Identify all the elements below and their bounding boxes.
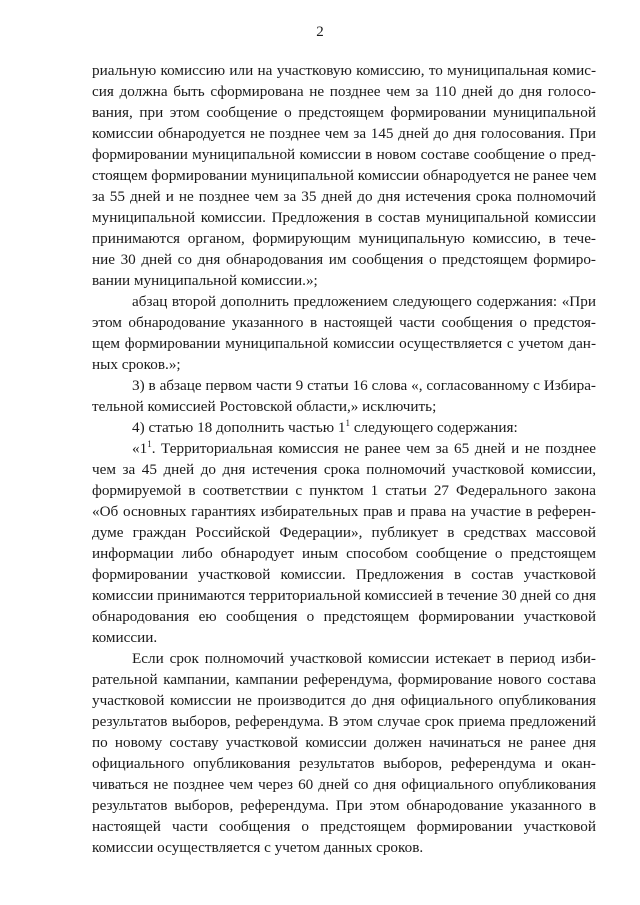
line-text: участковой комиссии не производится до дня официального опубликования [92,692,596,709]
text-line [92,417,596,438]
text-line [92,312,596,333]
line-text: сия должна быть сформирована не позднее чем за 110 дней до дня голосо- [92,83,596,100]
line-text: риальную комиссию или на участковую комиссию, то муниципальная комис- [92,62,596,79]
text-line [92,732,596,753]
text-line [92,753,596,774]
line-text: формировании муниципальной комиссии в новом составе сообщение о пред- [92,146,596,163]
text-line [92,606,596,627]
line-text: щем формировании муниципальной комиссии осуществляется с учетом дан- [92,335,596,352]
text-line [92,774,596,795]
line-text: результатов выборов, референдума. При этом обнародование указанного в [92,797,596,814]
text-line [92,270,596,291]
line-text: Если срок полномочий участковой комиссии истекает в период изби- [132,650,596,667]
text-line [92,60,596,81]
text-line [92,564,596,585]
text-line [92,648,596,669]
paragraph [92,417,596,438]
text-line [92,249,596,270]
line-text: формируемой в соответствии с пунктом 1 статьи 27 Федерального закона [92,482,596,499]
line-text: за 55 дней и не позднее чем за 35 дней до дня истечения срока полномочий [92,188,596,205]
line-text: комиссии принимаются территориальной комиссией в течение 30 дней со дня [92,587,597,604]
line-text: стоящем формировании муниципальной комиссии обнародуется не ранее чем [92,167,597,184]
line-text: вании муниципальной комиссии.»; [92,272,318,289]
text-line [92,522,596,543]
line-text: обнародования ею сообщения о предстоящем формировании участковой [92,608,596,625]
line-text: муниципальной комиссии. Предложения в состав муниципальной комиссии [92,209,596,226]
text-line [92,165,596,186]
page-number: 2 [316,24,324,40]
line-text: чиваться не позднее чем через 60 дней со дня официального опубликования [92,776,596,793]
line-text: вания, при этом сообщение о предстоящем формировании муниципальной [92,104,596,121]
text-line [92,690,596,711]
text-line [92,669,596,690]
text-line [92,438,596,459]
text-line [92,81,596,102]
paragraph [92,648,596,858]
line-text: результатов выборов, референдума. В этом случае срок приема предложений [92,713,596,730]
text-line [92,333,596,354]
paragraph [92,438,596,648]
text-line [92,711,596,732]
text-line [92,186,596,207]
line-text: по новому составу участковой комиссии должен начинаться не ранее дня [92,734,596,751]
text-line [92,480,596,501]
line-text: рательной кампании, кампании референдума, формирование нового состава [92,671,596,688]
text-line [92,837,596,858]
text-line [92,627,596,648]
text-line [92,459,596,480]
line-text: 3) в абзаце первом части 9 статьи 16 слова «, согласованному с Избира- [132,377,596,394]
text-line [92,501,596,522]
line-text: настоящей части сообщения о предстоящем формировании участковой [92,818,596,835]
line-text: официального опубликования результатов выборов, референдума и окан- [92,755,596,772]
superscript: 1 [147,439,152,449]
line-text: ных сроков.»; [92,356,181,373]
line-text: ние 30 дней со дня обнародования им сообщения о предстоящем формиро- [92,251,596,268]
text-line [92,102,596,123]
line-text: информации либо обнародует иным способом сообщение о предстоящем [92,545,596,562]
text-line [92,123,596,144]
paragraph [92,60,596,291]
line-text-continued: . Территориальная комиссия не ранее чем за 65 дней и не позднее [151,440,596,457]
line-text: «Об основных гарантиях избирательных прав и права на участие в референ- [92,503,596,520]
text-line [92,585,596,606]
superscript: 1 [345,418,351,428]
paragraph [92,375,596,417]
line-text: комиссии осуществляется с учетом данных сроков. [92,839,424,856]
text-line [92,354,596,375]
line-text: «1 [132,440,148,457]
text-line [92,795,596,816]
line-text: формировании участковой комиссии. Предложения в состав участковой [92,566,596,583]
paragraph [92,291,596,375]
text-line [92,543,596,564]
text-line [92,375,596,396]
line-text: принимаются органом, формирующим муниципальную комиссию, в тече- [92,230,596,247]
text-line [92,228,596,249]
text-line [92,291,596,312]
line-text: тельной комиссией Ростовской области,» исключить; [92,398,437,415]
line-text-continued: следующего содержания: [350,419,518,436]
line-text: абзац второй дополнить предложением следующего содержания: «При [132,293,596,310]
text-line [92,207,596,228]
text-line [92,144,596,165]
line-text: комиссии обнародуется не позднее чем за 145 дней до дня голосования. При [92,125,596,142]
text-line [92,816,596,837]
line-text: 4) статью 18 дополнить частью 1 [132,419,346,436]
text-line [92,396,596,417]
line-text: думе граждан Российской Федерации», публикует в средствах массовой [92,524,596,541]
line-text: этом обнародование указанного в настоящей части сообщения о предстоя- [92,314,596,331]
line-text: комиссии. [92,629,158,646]
line-text: чем за 45 дней до дня истечения срока полномочий участковой комиссии, [92,461,596,478]
